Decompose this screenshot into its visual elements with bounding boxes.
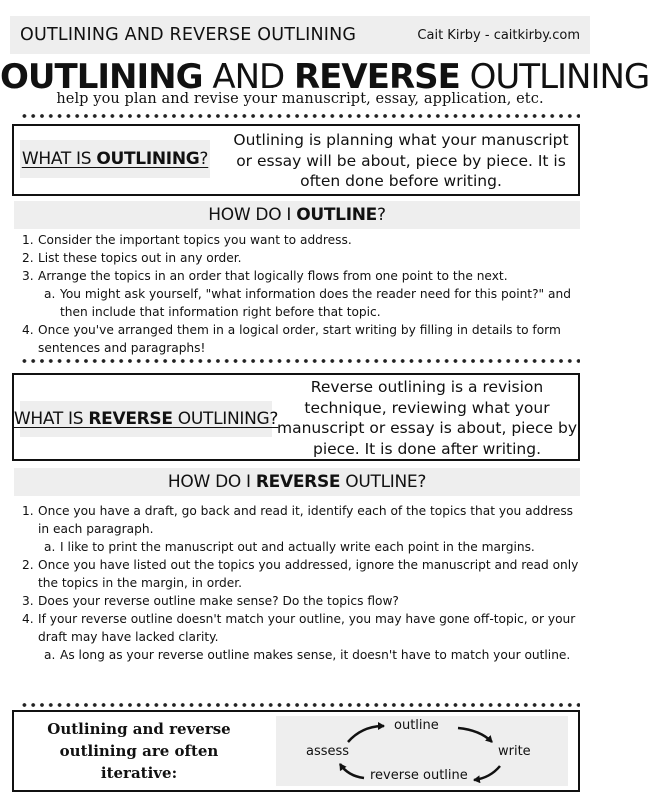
dotted-divider bbox=[20, 359, 580, 363]
outlining-definition-box bbox=[12, 124, 580, 196]
list-item bbox=[22, 610, 582, 646]
dotted-divider bbox=[20, 114, 580, 118]
how-reverse-heading bbox=[14, 468, 580, 496]
item-number: 1. bbox=[22, 233, 34, 247]
item-number: 3. bbox=[22, 594, 34, 608]
item-text: If your reverse outline doesn't match your outline, you may have gone off-topic, or your draft may have lacked clarity. bbox=[38, 612, 576, 644]
reverse-label bbox=[13, 401, 279, 437]
label-prefix: WHAT IS bbox=[21, 149, 97, 169]
iterative-text: Outlining and reverse outlining are often iterative: bbox=[47, 720, 231, 782]
item-text: Once you've arranged them in a logical order, start writing by filling in details to form sentences and paragraphs! bbox=[38, 323, 561, 355]
heading-prefix: HOW DO I bbox=[167, 472, 256, 492]
item-number: 4. bbox=[22, 612, 34, 626]
outlining-label-text bbox=[22, 149, 208, 169]
label-suffix: ? bbox=[199, 149, 209, 169]
reverse-definition-box bbox=[12, 373, 580, 461]
item-text: As long as your reverse outline makes sense, it doesn't have to match your outline. bbox=[60, 648, 571, 662]
arrow-outline-to-write bbox=[458, 728, 492, 742]
list-item bbox=[22, 556, 582, 592]
outlining-definition: Outlining is planning what your manuscript or essay will be about, piece by piece. It is often done before writing. bbox=[233, 131, 569, 190]
list-item bbox=[22, 249, 582, 267]
item-number: 2. bbox=[22, 558, 34, 572]
header-title: OUTLINING AND REVERSE OUTLINING bbox=[20, 25, 357, 45]
reverse-definition: Reverse outlining is a revision technique, reviewing what your manuscript or essay is about, piece by piece. It is done after writing. bbox=[277, 378, 577, 458]
heading-prefix: HOW DO I bbox=[208, 205, 297, 225]
list-item bbox=[22, 502, 582, 538]
cycle-reverse-outline: reverse outline bbox=[370, 768, 468, 783]
item-text: Once you have listed out the topics you addressed, ignore the manuscript and read only the topics in the margin, in order. bbox=[38, 558, 579, 590]
list-item bbox=[22, 321, 582, 357]
item-number: 2. bbox=[22, 251, 34, 265]
list-item bbox=[22, 592, 582, 610]
list-subitem bbox=[22, 538, 582, 556]
item-text: Does your reverse outline make sense? Do the topics flow? bbox=[38, 594, 399, 608]
arrow-reverse-to-assess bbox=[340, 764, 364, 778]
header-author: Cait Kirby - caitkirby.com bbox=[417, 27, 580, 43]
how-outline-heading bbox=[14, 201, 580, 229]
item-number: a. bbox=[44, 648, 56, 662]
item-text: Consider the important topics you want to address. bbox=[38, 233, 352, 247]
item-text: List these topics out in any order. bbox=[38, 251, 242, 265]
reverse-label-text bbox=[14, 409, 278, 429]
item-number: a. bbox=[44, 287, 56, 301]
heading-suffix: OUTLINE? bbox=[340, 472, 427, 492]
header-bar bbox=[10, 16, 590, 54]
title-word-outlining: OUTLINING bbox=[0, 57, 203, 97]
arrow-write-to-reverse bbox=[474, 766, 500, 780]
list-subitem bbox=[22, 285, 582, 321]
item-text: I like to print the manuscript out and actually write each point in the margins. bbox=[60, 540, 535, 554]
item-text: You might ask yourself, "what information does the reader need for this point?" and then include that information right before that topic. bbox=[60, 287, 571, 319]
label-suffix: OUTLINING? bbox=[172, 409, 279, 429]
subtitle: help you plan and revise your manuscript, essay, application, etc. bbox=[56, 91, 544, 107]
item-number: 3. bbox=[22, 269, 34, 283]
heading-bold: REVERSE bbox=[255, 472, 341, 492]
item-number: a. bbox=[44, 540, 56, 554]
cycle-write: write bbox=[498, 744, 531, 759]
iterative-box bbox=[12, 710, 580, 792]
list-item bbox=[22, 231, 582, 249]
item-number: 1. bbox=[22, 504, 34, 518]
label-bold: REVERSE bbox=[88, 409, 173, 429]
item-number: 4. bbox=[22, 323, 34, 337]
label-prefix: WHAT IS bbox=[13, 409, 89, 429]
outlining-label bbox=[20, 140, 210, 178]
label-bold: OUTLINING bbox=[96, 149, 200, 169]
dotted-divider bbox=[20, 703, 580, 707]
cycle-assess: assess bbox=[306, 744, 350, 759]
list-item bbox=[22, 267, 582, 285]
arrow-assess-to-outline bbox=[348, 726, 384, 742]
heading-bold: OUTLINE bbox=[296, 205, 377, 225]
title-word-and: AND bbox=[212, 57, 285, 97]
title-word-outlining-2: OUTLINING bbox=[469, 57, 649, 97]
list-subitem bbox=[22, 646, 582, 664]
title-word-reverse: REVERSE bbox=[294, 57, 460, 97]
outline-steps bbox=[22, 231, 582, 357]
heading-suffix: ? bbox=[377, 205, 386, 225]
reverse-steps bbox=[22, 502, 582, 664]
item-text: Once you have a draft, go back and read it, identify each of the topics that you address in each paragraph. bbox=[38, 504, 574, 536]
cycle-diagram bbox=[276, 716, 568, 786]
cycle-outline: outline bbox=[394, 718, 439, 733]
item-text: Arrange the topics in an order that logically flows from one point to the next. bbox=[38, 269, 508, 283]
